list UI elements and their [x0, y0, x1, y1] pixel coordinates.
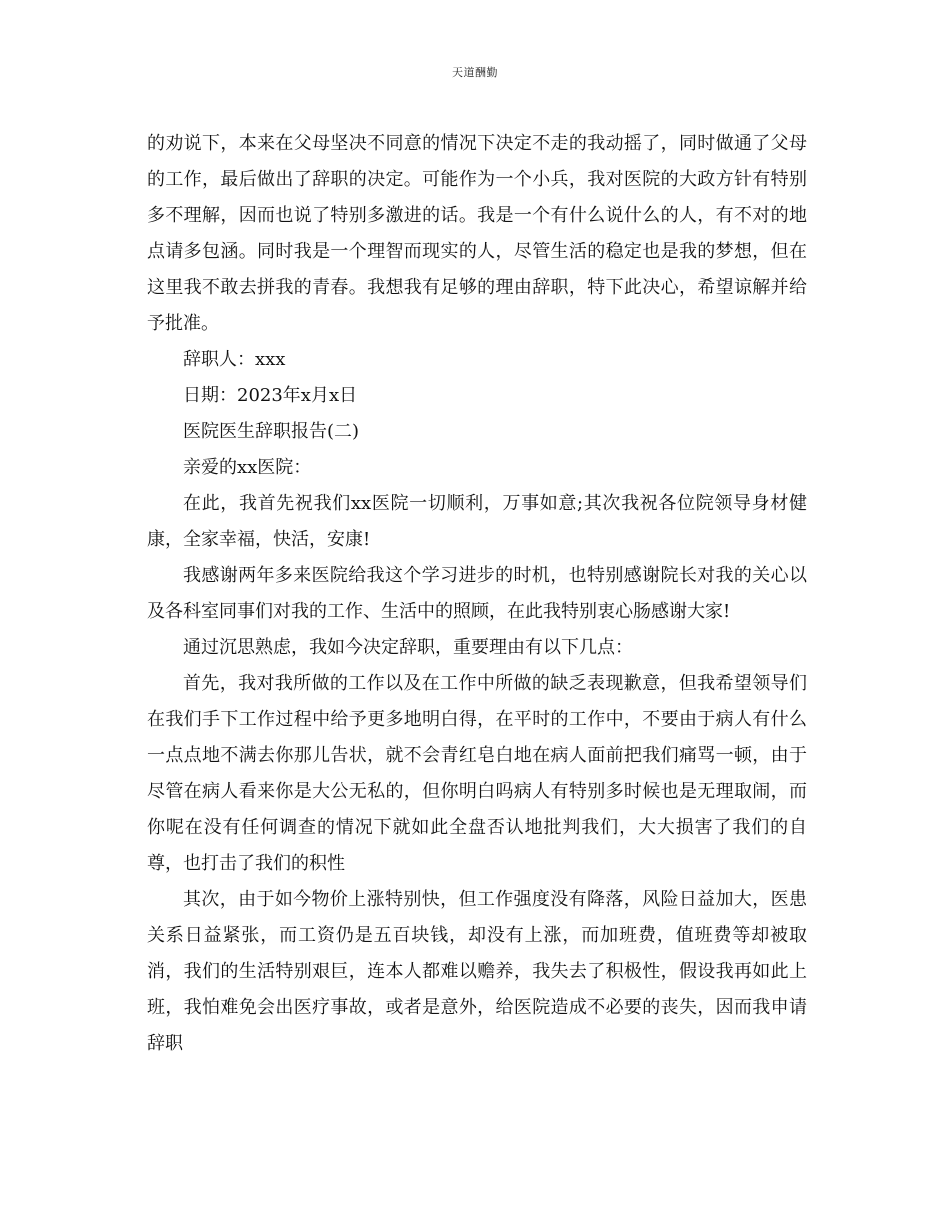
paragraph-reason-first: 首先，我对我所做的工作以及在工作中所做的缺乏表现歉意，但我希望领导们在我们手下工作过程中给予更多地明白得，在平时的工作中，不要由于病人有什么一点点地不满去你那儿告状，就不会青红皂白地在病人面前把我们痛骂一顿，由于尽管在病人看来你是大公无私的，但你明白吗病人有特别多时候也是无理取闹，而你呢在没有任何调查的情况下就如此全盘否认地批判我们，大大损害了我们的自尊，也打击了我们的积性	[147, 673, 807, 874]
date-line: 日期：2023年x月x日	[183, 385, 358, 406]
paragraph-reasons-intro: 通过沉思熟虑，我如今决定辞职，重要理由有以下几点：	[183, 637, 633, 658]
paragraph-continuation: 的劝说下，本来在父母坚决不同意的情况下决定不走的我动摇了，同时做通了父母的工作，最后做出了辞职的决定。可能作为一个小兵，我对医院的大政方针有特别多不理解，因而也说了特别多激进的话。我是一个有什么说什么的人，有不对的地点请多包涵。同时我是一个理智而现实的人，尽管生活的稳定也是我的梦想，但在这里我不敢去拼我的青春。我想我有足够的理由辞职，特下此决心，希望谅解并给予批准。	[147, 133, 807, 334]
paragraph-greeting: 在此，我首先祝我们xx医院一切顺利，万事如意;其次我祝各位院领导身材健康，全家幸福，快活，安康!	[147, 493, 807, 550]
paragraph-reason-second: 其次，由于如今物价上涨特别快，但工作强度没有降落，风险日益加大，医患关系日益紧张，而工资仍是五百块钱，却没有上涨，而加班费，值班费等却被取消，我们的生活特别艰巨，连本人都难以赡养，我失去了积极性，假设我再如此上班，我怕难免会出医疗事故，或者是意外，给医院造成不必要的丧失，因而我申请辞职	[147, 889, 807, 1054]
report-title: 医院医生辞职报告(二)	[183, 421, 360, 442]
salutation: 亲爱的xx医院：	[183, 457, 312, 478]
resigner-line: 辞职人：xxx	[183, 349, 286, 370]
page-header: 天道酬勤	[452, 66, 498, 79]
document-body	[147, 126, 807, 1062]
paragraph-thanks: 我感谢两年多来医院给我这个学习进步的时机，也特别感谢院长对我的关心以及各科室同事们对我的工作、生活中的照顾，在此我特别衷心肠感谢大家!	[147, 565, 807, 622]
